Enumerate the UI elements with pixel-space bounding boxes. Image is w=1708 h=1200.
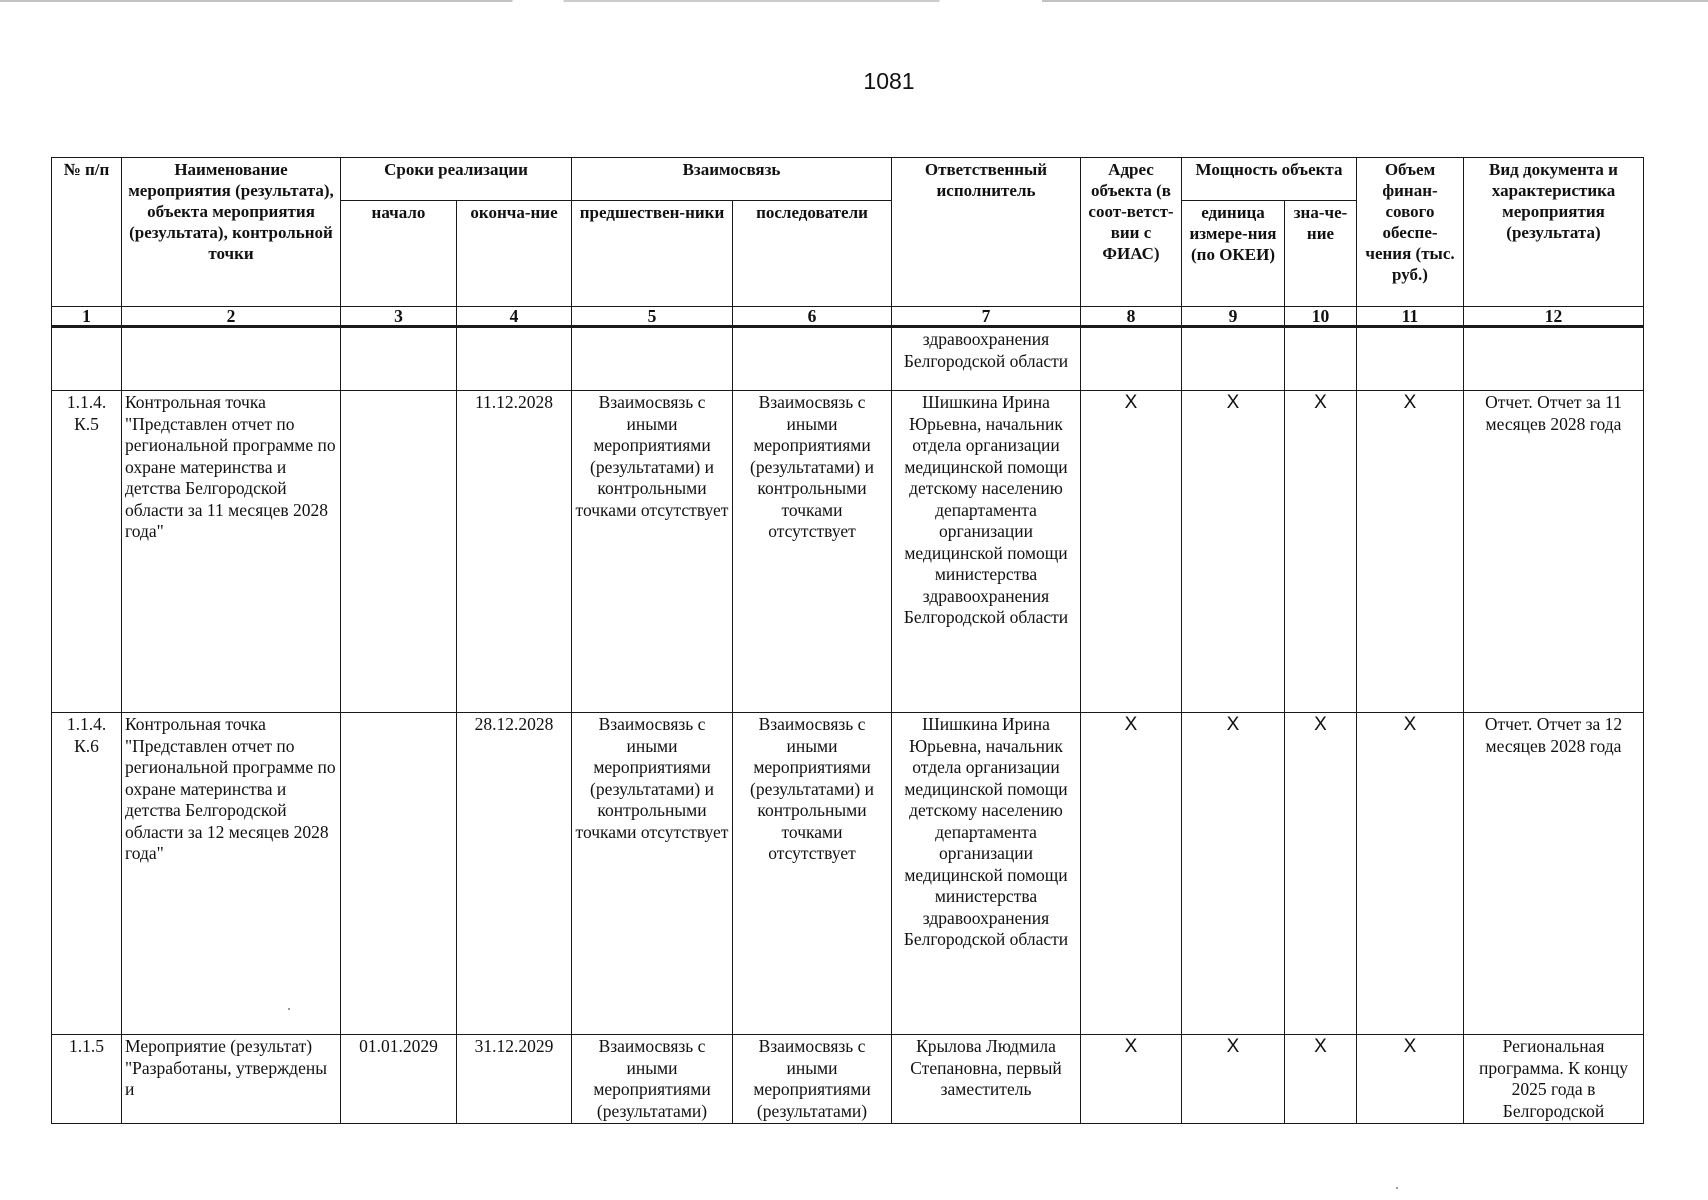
cell-num: 1.1.5 [52,1035,122,1124]
cell-document: Региональная программа. К концу 2025 года в Белгородской [1464,1035,1644,1124]
column-number: 4 [457,307,572,327]
page-number: 1081 [863,68,915,94]
header-terms: Сроки реализации [341,158,572,201]
header-predecessors: предшествен-ники [572,201,733,307]
column-number: 2 [122,307,341,327]
cell-end [457,327,572,391]
cell-document: Отчет. Отчет за 11 месяцев 2028 года [1464,391,1644,713]
header-value: зна-че-ние [1285,201,1357,307]
cell-value: X [1314,714,1327,735]
cell-predecessors: Взаимосвязь с иными мероприятиями (результатами) и контрольными точками отсутствует [572,391,733,713]
cell-responsible: Шишкина Ирина Юрьевна, начальник отдела организации медицинской помощи детскому населению департамента организации медицинской помощи министерства здравоохранения Белгородской области [892,391,1081,713]
cell-end: 11.12.2028 [457,391,572,713]
cell-finance: X [1403,714,1417,735]
table-row-115 [52,1035,1644,1124]
cell-address: X [1124,1036,1138,1057]
header-num: № п/п [52,158,122,307]
cell-finance: X [1403,392,1417,413]
column-number: 9 [1182,307,1285,327]
cell-num [52,327,122,391]
header-row-1 [52,158,1644,201]
cell-value: X [1314,1036,1327,1057]
cell-responsible: Крылова Людмила Степановна, первый заместитель [892,1035,1081,1124]
cell-address: X [1124,392,1138,413]
cell-name: Контрольная точка "Представлен отчет по региональной программе по охране материнства и детства Белгородской области за 11 месяцев 2028 года" [122,391,341,713]
cell-document [1464,327,1644,391]
cell-responsible: здравоохранения Белгородской области [892,327,1081,391]
cell-start [341,713,457,1035]
table-row-k5 [52,391,1644,713]
cell-successors [733,327,892,391]
cell-finance: X [1403,1036,1417,1057]
cell-unit: X [1226,1036,1240,1057]
cell-predecessors: Взаимосвязь с иными мероприятиями (результатами) [572,1035,733,1124]
cell-num: 1.1.4. К.6 [52,713,122,1035]
header-links: Взаимосвязь [572,158,892,201]
cell-start [341,391,457,713]
scan-edge-artifact [0,0,1708,2]
cell-unit: X [1226,714,1240,735]
cell-unit: X [1226,392,1240,413]
column-number: 6 [733,307,892,327]
cell-predecessors [572,327,733,391]
column-number: 11 [1357,307,1464,327]
cell-end: 28.12.2028 [457,713,572,1035]
cell-address: X [1124,714,1138,735]
column-number: 5 [572,307,733,327]
table-row-k6 [52,713,1644,1035]
table-row-continuation [52,327,1644,391]
cell-finance [1357,327,1464,391]
column-number: 12 [1464,307,1644,327]
scan-speck [1396,1187,1398,1189]
scan-speck [288,1008,290,1010]
header-capacity: Мощность объекта [1182,158,1357,201]
column-number: 8 [1081,307,1182,327]
header-address: Адрес объекта (в соот-ветст-вии с ФИАС) [1081,158,1182,307]
column-number: 3 [341,307,457,327]
cell-predecessors: Взаимосвязь с иными мероприятиями (результатами) и контрольными точками отсутствует [572,713,733,1035]
cell-unit [1182,327,1285,391]
cell-document: Отчет. Отчет за 12 месяцев 2028 года [1464,713,1644,1035]
column-number: 7 [892,307,1081,327]
cell-num: 1.1.4. К.5 [52,391,122,713]
header-finance: Объем финан-сового обеспе-чения (тыс. руб.) [1357,158,1464,307]
cell-successors: Взаимосвязь с иными мероприятиями (результатами) и контрольными точками отсутствует [733,391,892,713]
cell-responsible: Шишкина Ирина Юрьевна, начальник отдела организации медицинской помощи детскому населению департамента организации медицинской помощи министерства здравоохранения Белгородской области [892,713,1081,1035]
cell-address [1081,327,1182,391]
header-unit: единица измере-ния (по ОКЕИ) [1182,201,1285,307]
column-number-row [52,307,1644,327]
cell-value: X [1314,392,1327,413]
column-number: 1 [52,307,122,327]
cell-name: Мероприятие (результат) "Разработаны, утверждены и [122,1035,341,1124]
header-name: Наименование мероприятия (результата), объекта мероприятия (результата), контрольной точки [122,158,341,307]
cell-name [122,327,341,391]
cell-successors: Взаимосвязь с иными мероприятиями (результатами) и контрольными точками отсутствует [733,713,892,1035]
header-start: начало [341,201,457,307]
header-successors: последователи [733,201,892,307]
cell-end: 31.12.2029 [457,1035,572,1124]
header-document: Вид документа и характеристика мероприятия (результата) [1464,158,1644,307]
cell-start [341,327,457,391]
cell-value [1285,327,1357,391]
header-end: оконча-ние [457,201,572,307]
header-responsible: Ответственный исполнитель [892,158,1081,307]
column-number: 10 [1285,307,1357,327]
cell-name: Контрольная точка "Представлен отчет по региональной программе по охране материнства и детства Белгородской области за 12 месяцев 2028 года" [122,713,341,1035]
cell-successors: Взаимосвязь с иными мероприятиями (результатами) [733,1035,892,1124]
activities-table [51,157,1644,1124]
cell-start: 01.01.2029 [341,1035,457,1124]
